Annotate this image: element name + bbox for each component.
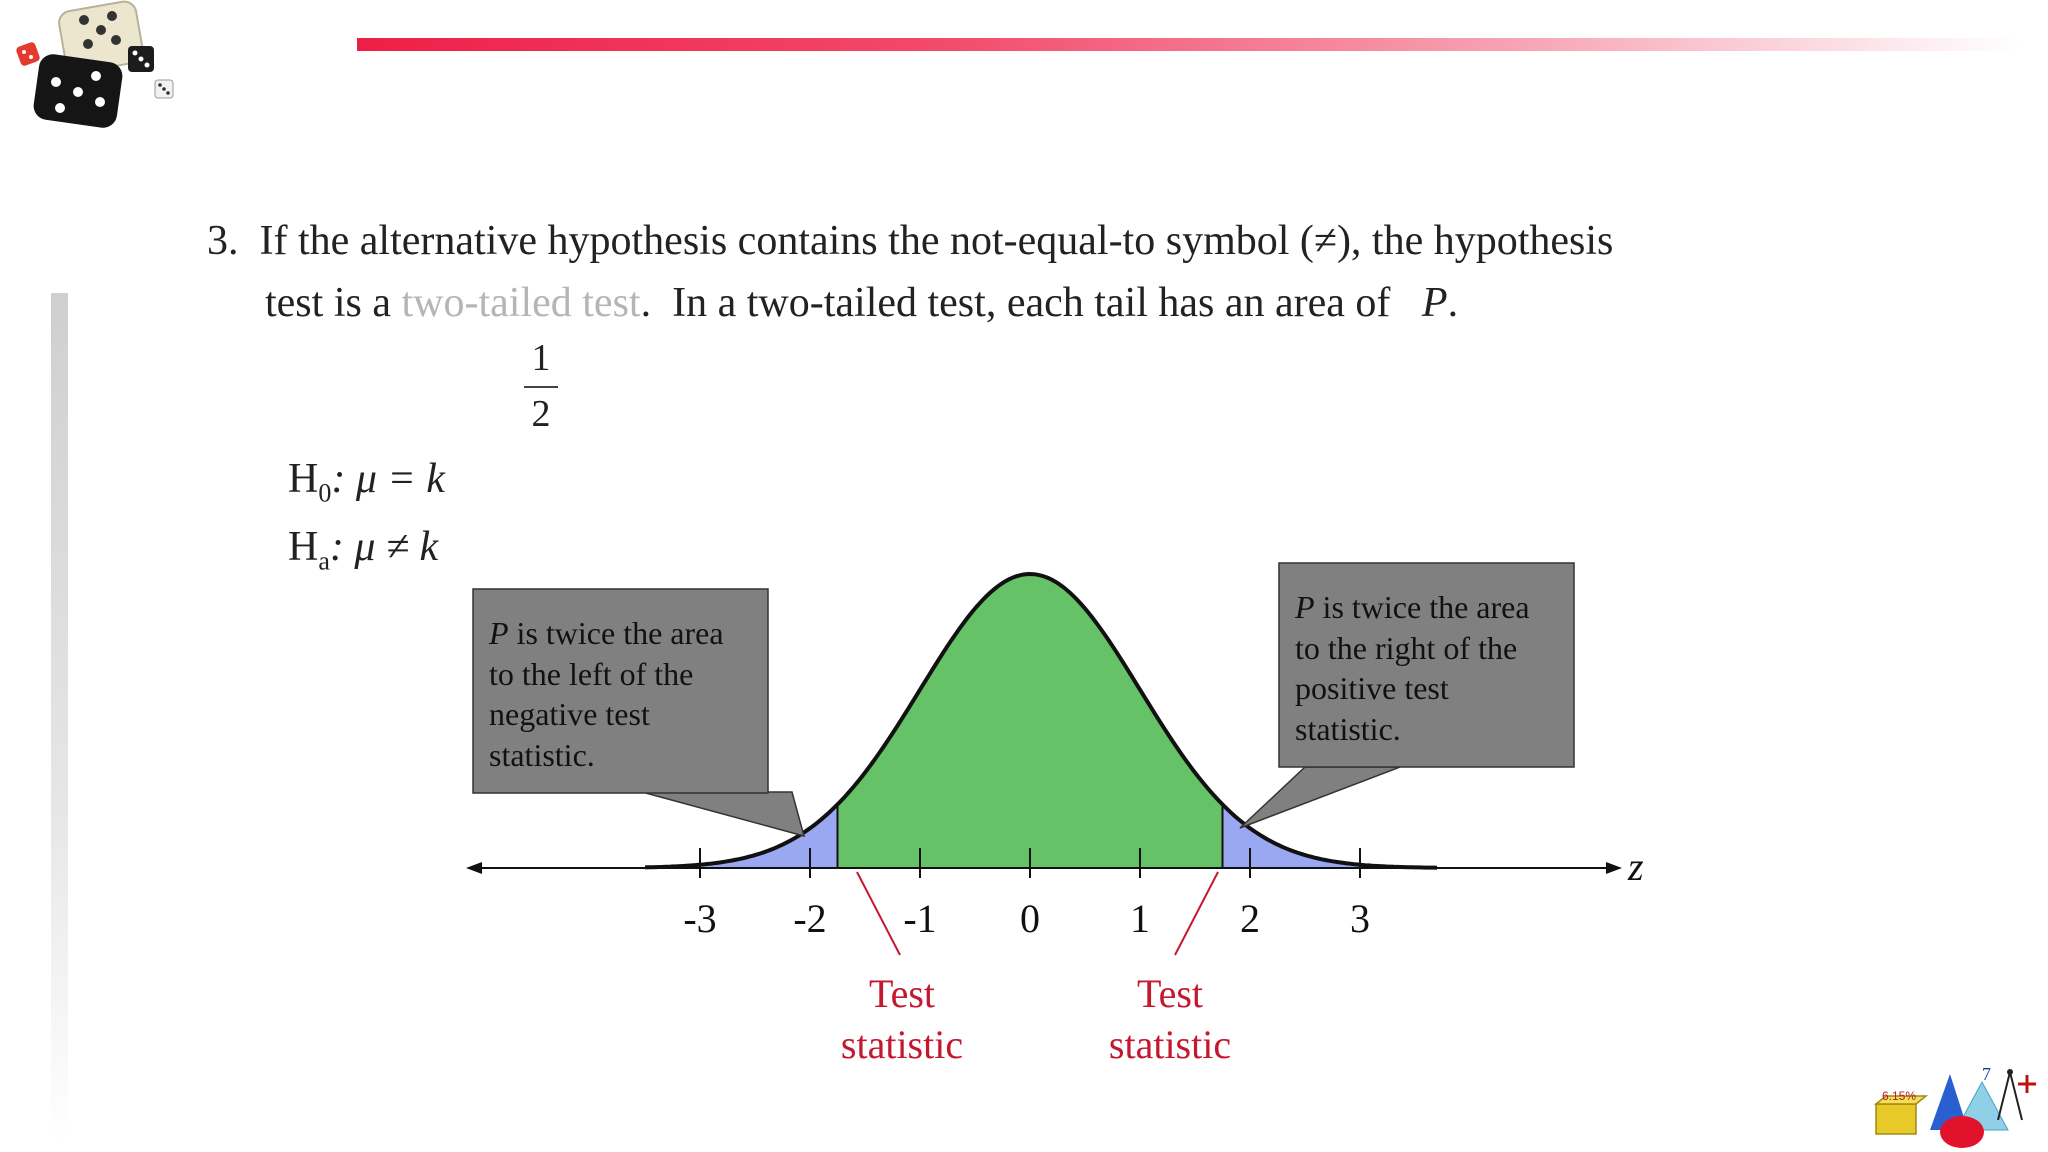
left-callout-line-2: to the left of the [489,656,694,692]
h0-subscript: 0 [318,478,332,508]
right-test-stat-label-2: statistic [1108,1022,1232,1067]
right-callout-line-1: P is twice the area [1295,589,1530,625]
left-test-stat-label-2: statistic [840,1022,964,1067]
axis-left-arrow-icon [466,862,482,874]
axis-tick-label: -2 [793,896,827,941]
fraction-numerator: 1 [531,337,551,379]
ha-expression: : μ ≠ k [329,524,439,570]
right-test-stat-pointer [1175,872,1218,955]
axis-tick-label: -3 [683,896,717,941]
axis-tick-label: -1 [903,896,937,941]
axis-tick-label: 0 [1020,896,1040,941]
left-test-stat-pointer [857,872,900,955]
h0-letter: H [288,456,319,502]
h0-expression: : μ = k [331,456,445,502]
left-callout-pointer [642,792,804,836]
right-callout-line-2: to the right of the [1295,630,1518,666]
left-callout-line-3: negative test [489,696,650,732]
right-callout-line-4: statistic. [1295,711,1401,747]
right-callout-line-3: positive test [1295,670,1449,706]
statement-text-2c: . [1447,280,1459,326]
p-variable: P [1421,280,1448,326]
two-tailed-term: two-tailed test [401,280,641,326]
left-test-stat-label-1: Test [868,971,936,1016]
item-number: 3. [207,218,239,264]
statement-text-1: If the alternative hypothesis contains the not-equal-to symbol (≠), the hypothesis [259,218,1614,264]
fraction-denominator: 2 [531,393,551,435]
statement-text-2a: test is a [265,280,402,326]
axis-tick-label: 2 [1240,896,1260,941]
axis-right-arrow-icon [1606,862,1622,874]
math-shapes-logo-icon [1870,1060,2040,1150]
center-region [838,574,1223,868]
left-callout-line-4: statistic. [489,737,595,773]
svg-text:7: 7 [1982,1064,1991,1084]
ha-letter: H [288,524,319,570]
z-axis-label: z [1628,844,1644,889]
svg-text:6.15%: 6.15% [1882,1089,1917,1103]
right-test-stat-label-1: Test [1136,971,1204,1016]
axis-tick-label: 1 [1130,896,1150,941]
left-callout-line-1: P is twice the area [489,615,724,651]
ha-subscript: a [318,546,330,576]
statement-text-2b: . In a two-tailed test, each tail has an area of [640,280,1401,326]
right-callout-pointer [1240,767,1400,828]
axis-tick-label: 3 [1350,896,1370,941]
